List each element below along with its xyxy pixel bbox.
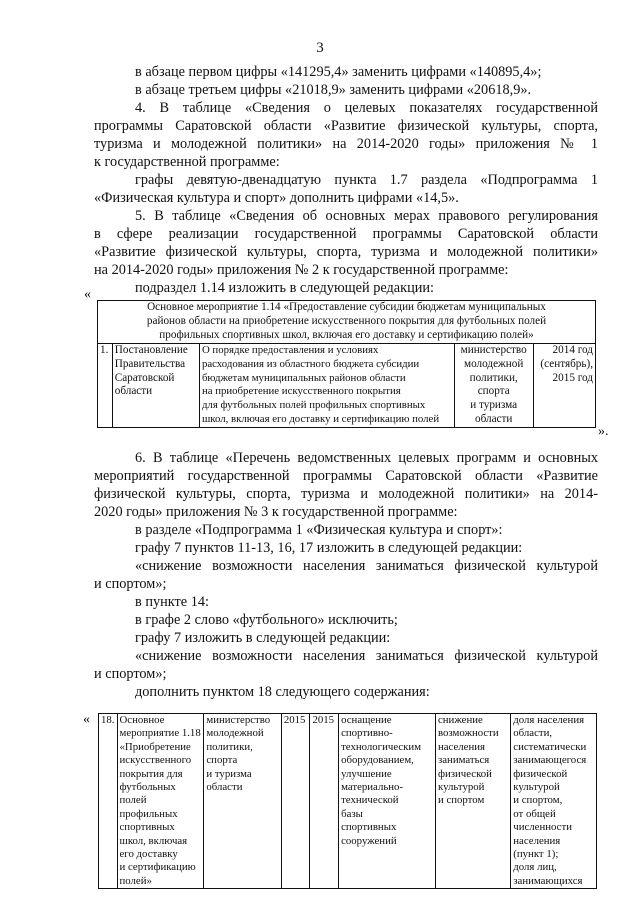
cell-line: культурой <box>513 781 560 794</box>
cell-line: Основное <box>119 714 165 726</box>
text-line: в пункте 14: <box>135 594 209 610</box>
text-line: 4. В таблице «Сведения о целевых показателях государственной <box>135 100 598 116</box>
cell-line: мероприятие 1.18 <box>119 727 201 740</box>
text-line: и спортом»; <box>94 666 167 682</box>
cell-line: снижение <box>437 714 483 726</box>
text-line: в абзаце первом цифры «141295,4» заменить цифрами «140895,4»; <box>135 64 542 80</box>
executor-cell <box>204 714 281 889</box>
cell-line: спортивных <box>341 821 397 834</box>
cell-line: физической <box>437 767 492 780</box>
cell-line: и спортом, <box>513 794 563 807</box>
text-line: «Физическая культура и спорт» дополнить цифрами «14,5». <box>94 190 459 206</box>
cell-line: спортивно- <box>341 727 393 740</box>
cell-line: для футбольных полей профильных спортивных <box>201 399 426 412</box>
year-start-cell: 2015 <box>281 714 310 889</box>
cell-line: базы <box>341 807 363 820</box>
cell-line: молодежной <box>206 727 264 740</box>
result-cell <box>339 714 436 889</box>
text-line: «снижение возможности населения заниматься физической культурой <box>135 648 598 664</box>
consequence-cell <box>435 714 510 889</box>
cell-line: профильных <box>119 807 178 820</box>
cell-line: его доставку <box>119 848 178 861</box>
page-number: 3 <box>316 40 324 56</box>
cell-line: сооружений <box>341 834 397 847</box>
cell-line: области <box>474 412 513 425</box>
close-quote: ». <box>598 424 609 439</box>
indicator-cell <box>511 714 597 889</box>
programs-table <box>98 713 597 889</box>
cell-line: (сентябрь), <box>540 357 593 370</box>
cell-line: искусственного <box>119 754 192 767</box>
cell-line: области, <box>513 727 553 740</box>
cell-line: занимающегося <box>513 754 587 767</box>
cell-line: возможности <box>437 727 499 740</box>
cell-line: 2015 год <box>552 371 593 384</box>
cell-line: покрытия для <box>119 767 183 780</box>
cell-line: технической <box>341 794 399 807</box>
text-line: и спортом»; <box>94 576 167 592</box>
text-line: в графе 2 слово «футбольного» исключить; <box>135 612 398 628</box>
cell-line: «Приобретение <box>119 740 191 753</box>
text-line: подраздел 1.14 изложить в следующей редакции: <box>135 280 435 296</box>
cell-line: 2014 год <box>552 344 593 356</box>
text-line: 2020 годы» приложения № 3 к государственной программе: <box>94 504 458 520</box>
table-header-row <box>98 301 596 344</box>
cell-line: школ, включая <box>119 834 188 847</box>
cell-line: и туризма <box>470 399 518 412</box>
cell-line: Саратовской <box>114 371 175 384</box>
cell-line: полей <box>119 794 147 807</box>
cell-line: и спортом <box>437 794 485 807</box>
cell-line: заниматься <box>437 754 490 767</box>
header-line: Основное мероприятие 1.14 «Предоставление субсидии бюджетам муниципальных <box>147 301 546 313</box>
cell-line: физической <box>513 767 568 780</box>
act-type-cell <box>112 344 199 428</box>
row-number: 18. <box>99 714 118 889</box>
cell-line: материально- <box>341 781 404 794</box>
cell-line: спортивных <box>119 821 175 834</box>
header-line: районов области на приобретение искусственного покрытия для футбольных полей <box>146 314 547 327</box>
table-header-cell <box>98 301 596 344</box>
event-name-cell <box>117 714 204 889</box>
text-line: на 2014-2020 годы» приложения № 2 к государственной программе: <box>94 262 509 278</box>
executor-cell <box>454 344 533 428</box>
year-end-cell: 2015 <box>310 714 339 889</box>
table-row <box>98 344 596 428</box>
cell-line: политики, <box>206 740 253 753</box>
text-line: 5. В таблице «Сведения об основных мерах правового регулирования <box>135 208 598 224</box>
cell-line: и сертификацию <box>119 861 196 874</box>
cell-line: бюджетам муниципальных районов области <box>201 371 406 384</box>
cell-line: занимающихся <box>513 874 583 887</box>
cell-line: культурой <box>437 781 485 794</box>
cell-line: Постановление <box>114 344 188 356</box>
open-quote: « <box>83 712 90 727</box>
cell-line: министерство <box>206 714 271 726</box>
cell-line: от общей <box>513 807 556 820</box>
text-line: графу 7 изложить в следующей редакции: <box>135 630 391 646</box>
cell-line: школ, включая его доставку и сертификацию полей <box>201 412 440 425</box>
cell-line: технологическим <box>341 740 422 753</box>
header-line: профильных спортивных школ, включая его доставку и сертификацию полей» <box>159 328 534 341</box>
text-line: в разделе «Подпрограмма 1 «Физическая культура и спорт»: <box>135 522 503 538</box>
text-line: мероприятий государственной программы Саратовской области «Развитие <box>94 468 598 484</box>
cell-line: населения <box>513 834 561 847</box>
term-cell <box>533 344 595 428</box>
text-line: в сфере реализации государственной программы Саратовской области <box>94 226 598 242</box>
cell-line: численности <box>513 821 572 834</box>
text-line: туризма и молодежной политики» на 2014-2020 годы» приложения № 1 <box>94 136 598 152</box>
text-line: в абзаце третьем цифры «21018,9» заменить цифрами «20618,9». <box>135 82 532 98</box>
cell-line: области <box>206 781 243 794</box>
cell-line: футбольных <box>119 781 176 794</box>
text-line: «снижение возможности населения заниматься физической культурой <box>135 558 598 574</box>
cell-line: оборудованием, <box>341 754 414 767</box>
cell-line: О порядке предоставления и условиях <box>201 344 379 356</box>
table-row <box>99 714 597 889</box>
text-line: физической культуры, спорта, туризма и молодежной политики» на 2014- <box>94 486 598 502</box>
cell-line: населения <box>437 740 485 753</box>
cell-line: области <box>114 385 153 398</box>
legal-measures-table <box>97 300 596 428</box>
text-line: программы Саратовской области «Развитие физической культуры, спорта, <box>94 118 598 134</box>
act-title-cell <box>199 344 454 428</box>
text-line: к государственной программе: <box>94 154 280 170</box>
cell-line: (пункт 1); <box>513 848 559 861</box>
text-line: графы девятую-двенадцатую пункта 1.7 раздела «Подпрограмма 1 <box>135 172 598 188</box>
cell-line: оснащение <box>341 714 392 726</box>
text-line: дополнить пунктом 18 следующего содержания: <box>135 684 430 700</box>
text-line: «Развитие физической культуры, спорта, туризма и молодежной политики» <box>94 244 598 260</box>
cell-line: полей» <box>119 874 152 887</box>
open-quote: « <box>84 287 91 302</box>
cell-line: министерство <box>460 344 527 356</box>
cell-line: политики, <box>469 371 518 384</box>
cell-line: улучшение <box>341 767 392 780</box>
text-line: графу 7 пунктов 11-13, 16, 17 изложить в следующей редакции: <box>135 540 523 556</box>
row-number: 1. <box>98 344 113 428</box>
cell-line: на приобретение искусственного покрытия <box>201 385 401 398</box>
cell-line: спорта <box>477 385 510 398</box>
cell-line: систематически <box>513 740 587 753</box>
cell-line: доля лиц, <box>513 861 557 874</box>
cell-line: доля населения <box>513 714 585 726</box>
text-line: 6. В таблице «Перечень ведомственных целевых программ и основных <box>135 450 598 466</box>
cell-line: Правительства <box>114 357 186 370</box>
cell-line: расходования из областного бюджета субсидии <box>201 357 420 370</box>
cell-line: спорта <box>206 754 238 767</box>
cell-line: молодежной <box>464 357 524 370</box>
cell-line: и туризма <box>206 767 252 780</box>
